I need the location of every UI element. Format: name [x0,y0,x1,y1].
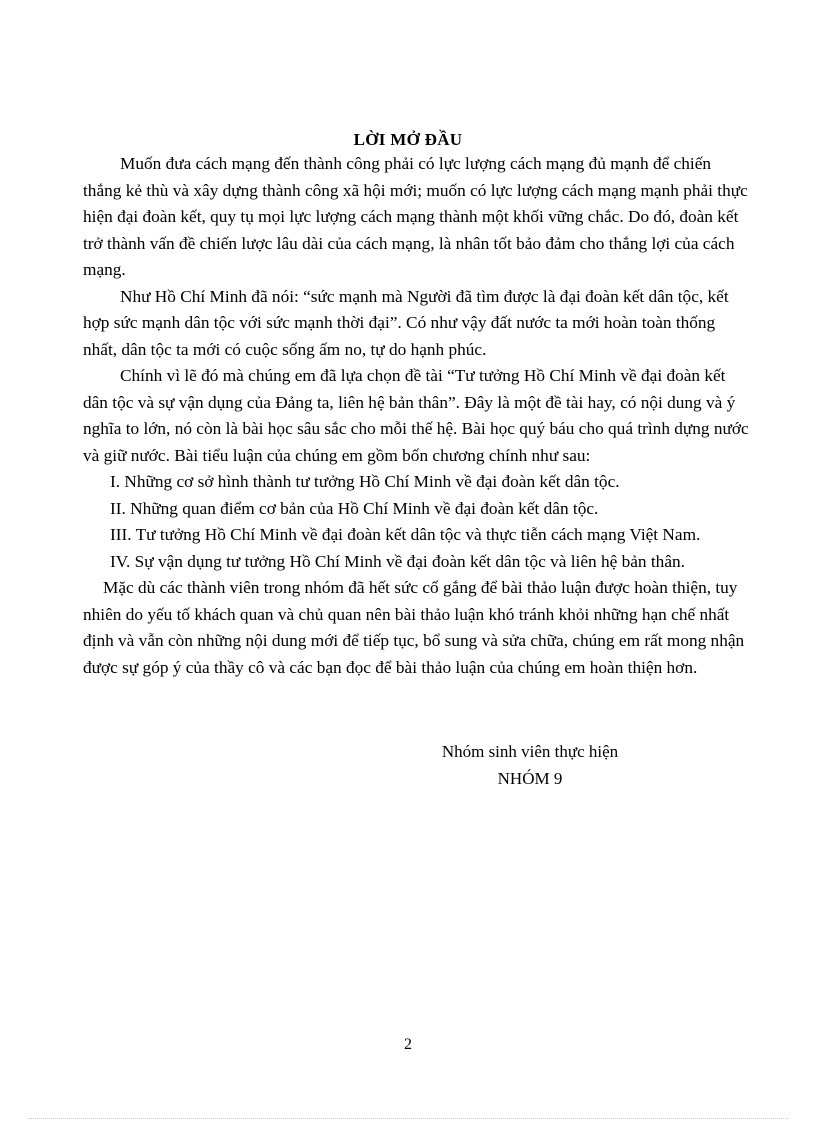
document-body [83,151,751,681]
intro-paragraph-1: Muốn đưa cách mạng đến thành công phải có lực lượng cách mạng đủ mạnh để chiến thắng kẻ thù và xây dựng thành công xã hội mới; muốn có lực lượng cách mạng mạnh phải thực hiện đại đoàn kết, quy tụ mọi lực lượng cách mạng thành một khối vững chắc. Do đó, đoàn kết trở thành vấn đề chiến lược lâu dài của cách mạng, là nhân tốt bảo đảm cho thắng lợi của cách mạng. [83,154,748,279]
intro-paragraph-2: Như Hồ Chí Minh đã nói: “sức mạnh mà Người đã tìm được là đại đoàn kết dân tộc, kết hợp sức mạnh dân tộc với sức mạnh thời đại”. Có như vậy đất nước ta mới hoàn toàn thống nhất, dân tộc ta mới có cuộc sống ấm no, tự do hạnh phúc. [83,286,729,359]
intro-paragraph-3: Chính vì lẽ đó mà chúng em đã lựa chọn đề tài “Tư tưởng Hồ Chí Minh về đại đoàn kết dân tộc và sự vận dụng của Đảng ta, liên hệ bản thân”. Đây là một đề tài hay, có nội dung và ý nghĩa to lớn, nó còn là bài học sâu sắc cho mỗi thế hệ. Bài học quý báu cho quá trình dựng nước và giữ nước. Bài tiểu luận của chúng em gồm bốn chương chính như sau: [83,366,749,465]
chapter-item-2: II. Những quan điểm cơ bản của Hồ Chí Minh về đại đoàn kết dân tộc. [110,498,599,518]
group-name: NHÓM 9 [497,769,563,788]
signature-line: Nhóm sinh viên thực hiện [441,742,619,761]
closing-paragraph: Mặc dù các thành viên trong nhóm đã hết sức cố gắng để bài thảo luận được hoàn thiện, tuy nhiên do yếu tố khách quan và chủ quan nên bài thảo luận khó tránh khỏi những hạn chế nhất định và vẫn còn những nội dung mới để tiếp tục, bổ sung và sửa chữa, chúng em rất mong nhận được sự góp ý của thầy cô và các bạn đọc để bài thảo luận của chúng em hoàn thiện hơn. [83,578,745,677]
chapter-item-3: III. Tư tưởng Hồ Chí Minh về đại đoàn kết dân tộc và thực tiễn cách mạng Việt Nam. [110,525,701,544]
chapter-item-4: IV. Sự vận dụng tư tưởng Hồ Chí Minh về đại đoàn kết dân tộc và liên hệ bản thân. [110,551,685,571]
page-bottom-divider [28,1118,788,1119]
signature-block [435,738,625,792]
chapter-item-1: I. Những cơ sở hình thành tư tưởng Hồ Chí Minh về đại đoàn kết dân tộc. [110,472,620,491]
page-title: LỜI MỞ ĐẦU [353,130,463,149]
page-number: 2 [404,1036,412,1053]
